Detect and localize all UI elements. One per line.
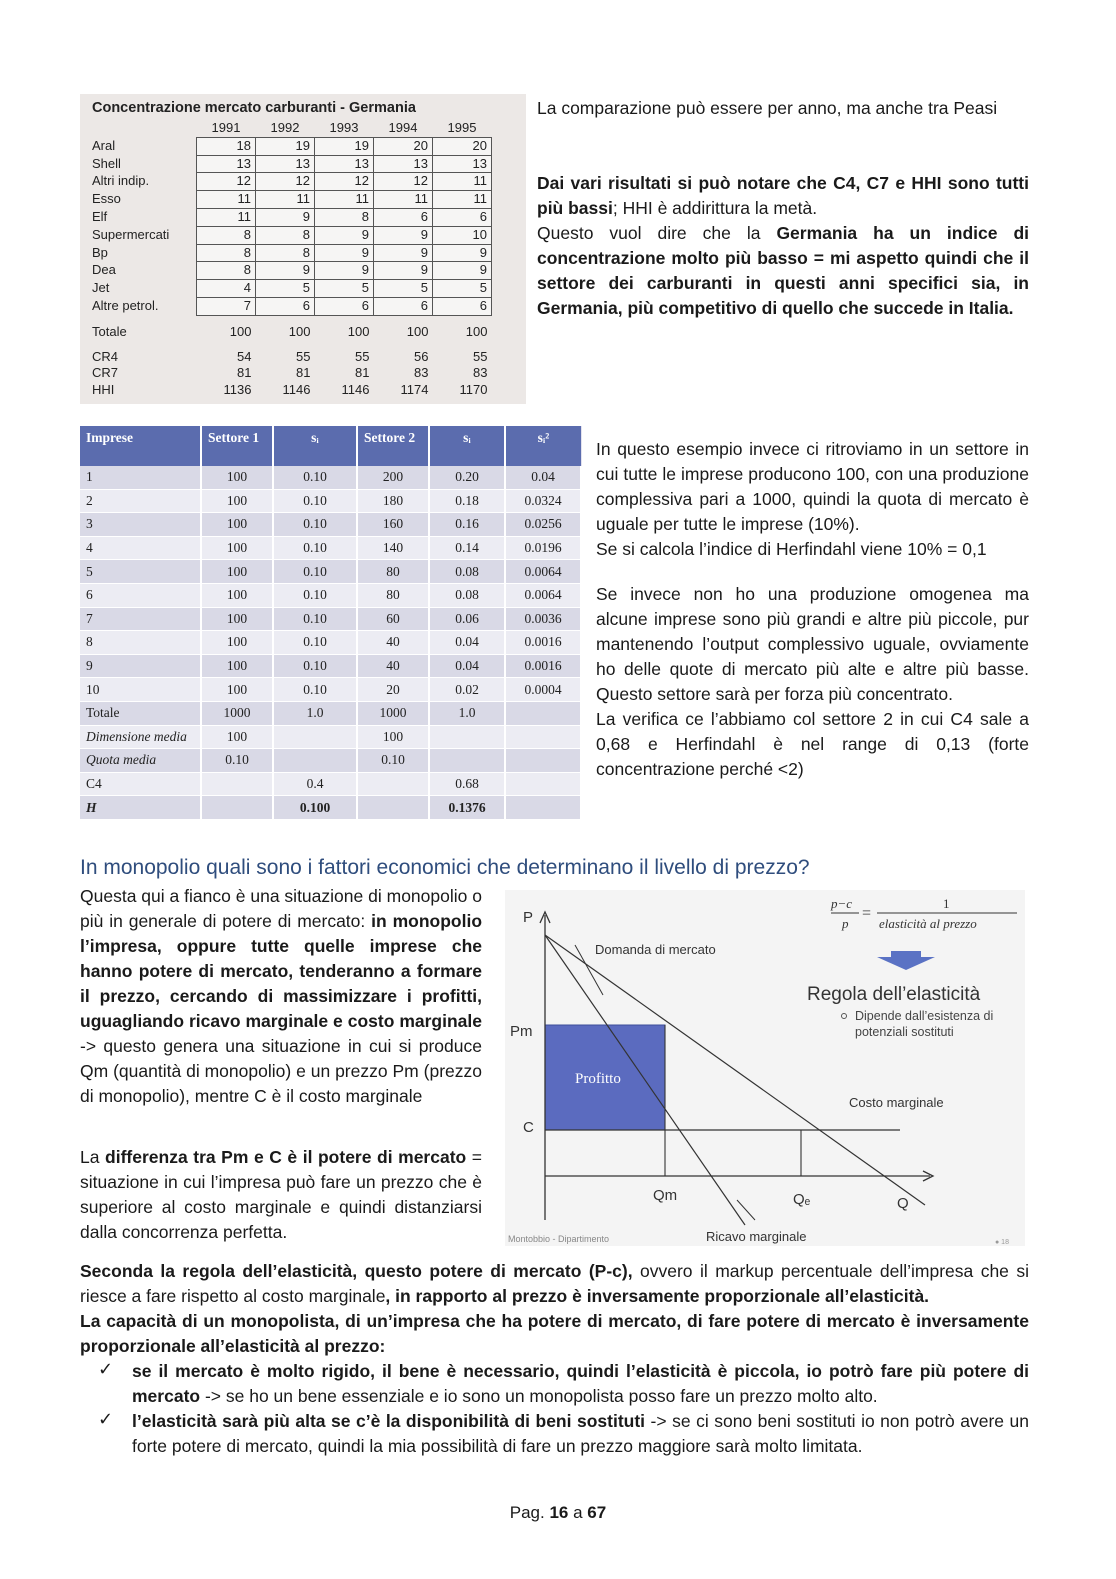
- header-settore1: Settore 1: [201, 426, 273, 466]
- table-row: C4 0.4 0.68: [80, 772, 581, 796]
- page-total: 67: [587, 1503, 607, 1522]
- qm-label: Qm: [653, 1187, 678, 1204]
- bullet-rigid-market: se il mercato è molto rigido, il bene è necessario, quindi l’elasticità è piccola, io potrò fare più potere di mercato -> se ho un bene essenziale e io sono un monopolista posso fare un prezzo molto alto.: [132, 1361, 1029, 1406]
- table-row: Totale 1000 1.0 1000 1.0: [80, 701, 581, 725]
- header-settore2: Settore 2: [357, 426, 429, 466]
- profit-label: Profitto: [575, 1071, 621, 1087]
- market-power-bold: differenza tra Pm e C è il potere di mercato: [105, 1147, 467, 1167]
- table-row: H 0.100 0.1376: [80, 796, 581, 820]
- section-heading: In monopolio quali sono i fattori economici che determinano il livello di prezzo?: [80, 856, 810, 879]
- meaning-prefix: Questo vuol dire che la: [537, 223, 777, 243]
- figure-footer-left: Montobbio - Dipartimento: [508, 1234, 610, 1244]
- table-row: 5 100 0.10 80 0.08 0.0064: [80, 560, 581, 584]
- monopoly-diagram: [505, 890, 1025, 1246]
- rule-sub-2: potenziali sostituti: [855, 1025, 954, 1039]
- table-row: 3 100 0.10 160 0.16 0.0256: [80, 513, 581, 537]
- germany-concentration-table: [80, 94, 526, 404]
- table-row: 7 100 0.10 60 0.06 0.0036: [80, 607, 581, 631]
- results-paragraph: [537, 171, 1029, 321]
- table-row: Quota media 0.10 0.10: [80, 749, 581, 773]
- bullet-substitutes: l’elasticità sarà più alta se c’è la disponibilità di beni sostituti -> se ci sono beni sostituti io non potrò avere un forte potere di mercato, quindi la mia possibilità di fare un prezzo maggiore sarà molto limitata.: [132, 1411, 1030, 1456]
- rule-title: Regola dell’elasticità: [807, 984, 981, 1005]
- table-row: Aral 18 19 19 20 20: [88, 137, 492, 155]
- table-row: Dimensione media 100 100: [80, 725, 581, 749]
- p-axis-label: P: [523, 909, 534, 926]
- header-si-2: sᵢ: [429, 426, 505, 466]
- formula-one: 1: [943, 896, 950, 911]
- germany-table-grid: 1991 1992 1993 1994 1995 Aral 18 19 19 20 20 Shell 13 13 13 13 13 Altri indip. 12 12 12 12 11 Esso 11 11 11 11 11 Elf 11 9 8 6 6 Supermercati 8 8 9 9 10 Bp 8 8 9 9 9 Dea 8 9 9 9 9 Jet 4 5 5 5 5 Altre petrol. 7 6 6 6 6 Totale 100 100 100 100 100 CR4 54 55 55 56 55 CR7 81 81 81 83 83 HHI 1136 1146 1146 1174 1170: [88, 120, 492, 399]
- table-row: Esso 11 11 11 11 11: [88, 191, 492, 209]
- page-footer: Pag. 16 a 67: [509, 1503, 607, 1522]
- monopolist-capacity-text: La capacità di un monopolista, di un’impresa che ha potere di mercato, di fare potere di mercato è inversamente proporzionale all’elasticità al prezzo:: [80, 1311, 1029, 1356]
- summary-row: HHI 1136 1146 1146 1174 1170: [92, 382, 488, 398]
- formula-numerator: p−c: [831, 896, 853, 911]
- verification-text: La verifica ce l’abbiamo col settore 2 in cui C4 sale a 0,68 e Herfindahl è nel range di 0,13 (forte concentrazione perché <2): [596, 709, 1029, 779]
- germany-table-title: Concentrazione mercato carburanti - Germania: [92, 100, 416, 116]
- figure-footer-right: ● 18: [995, 1239, 1009, 1246]
- market-power-paragraph: La differenza tra Pm e C è il potere di mercato = situazione in cui l’impresa può fare un prezzo che è superiore al costo marginale e quindi distanziarsi dalla concorrenza perfetta.: [80, 1147, 483, 1242]
- marginal-cost-label: Costo marginale: [849, 1095, 944, 1110]
- formula-rhs-denominator: elasticità al prezzo: [879, 916, 977, 931]
- table-row: Dea 8 9 9 9 9: [88, 262, 492, 280]
- herfindahl-result: Se si calcola l’indice di Herfindahl viene 10% = 0,1: [596, 539, 987, 559]
- results-rest: ; HHI è addirittura la metà.: [612, 198, 818, 218]
- example-paragraph-1: In questo esempio invece ci ritroviamo in un settore in cui tutte le imprese producono 100, con una produzione complessiva pari a 1000, quindi la quota di mercato è uguale per tutte le imprese (10%). Se si calcola l’indice di Herfindahl viene 10% = 0,1: [596, 439, 1029, 559]
- pm-label: Pm: [510, 1023, 533, 1040]
- table-row: Altre petrol. 7 6 6 6 6: [88, 297, 492, 315]
- comparison-text: La comparazione può essere per anno, ma anche tra Peasi: [537, 98, 998, 118]
- table-row: Bp 8 8 9 9 9: [88, 244, 492, 262]
- q-axis-label: Q: [897, 1195, 909, 1212]
- monopoly-bold: in monopolio l’impresa, oppure tutte quelle imprese che hanno potere di mercato, tenderanno a formare il prezzo, cercando di massimizzare i profitti, uguagliando ricavo marginale e costo marginale: [80, 911, 483, 1031]
- table-row: 8 100 0.10 40 0.04 0.0016: [80, 631, 581, 655]
- marginal-revenue-label: Ricavo marginale: [706, 1229, 807, 1244]
- table-row: Shell 13 13 13 13 13: [88, 155, 492, 173]
- header-si-squared: sᵢ²: [505, 426, 581, 466]
- table-row: 10 100 0.10 20 0.02 0.0004: [80, 678, 581, 702]
- page-number: 16: [549, 1503, 569, 1522]
- table-row: 9 100 0.10 40 0.04 0.0016: [80, 654, 581, 678]
- table-row: 2 100 0.10 180 0.18 0.0324: [80, 489, 581, 513]
- monopoly-paragraph: Questa qui a fianco è una situazione di monopolio o più in generale di potere di mercato: in monopolio l’impresa, oppure tutte quelle imprese che hanno potere di mercato, tenderanno a formare il prezzo, cercando di massimizzare i profitti, uguagliando ricavo marginale e costo marginale -> questo genera una situazione in cui si produce Qm (quantità di monopolio) e un prezzo Pm (prezzo di monopolio), mentre C è il costo marginale: [80, 886, 483, 1106]
- results-bold: Dai vari risultati si può notare che C4, C7 e HHI sono tutti più bassi: [537, 173, 1029, 218]
- elasticity-paragraph: Seconda la regola dell’elasticità, questo potere di mercato (P-c), ovvero il markup percentuale dell’impresa che si riesce a fare rispetto al costo marginale, in rapporto al prezzo è inversamente proporzionale all’elasticità. La capacità di un monopolista, di un’impresa che ha potere di mercato, di fare potere di mercato è inversamente proporzionale all’elasticità al prezzo:: [80, 1261, 1029, 1356]
- example-paragraph-2: Se invece non ho una produzione omogenea ma alcune imprese sono più grandi e altre più piccole, pur mantenendo l’output complessivo uguale, ovviamente ho delle quote di mercato più alte e altre più basse. Questo settore sarà per forza più concentrato. La verifica ce l’abbiamo col settore 2 in cui C4 sale a 0,68 e Herfindahl è nel range di 0,13 (forte concentrazione perché <2): [596, 584, 1029, 779]
- table-row: 6 100 0.10 80 0.08 0.0064: [80, 583, 581, 607]
- table-row: 1 100 0.10 200 0.20 0.04: [80, 466, 581, 489]
- header-si-1: sᵢ: [273, 426, 357, 466]
- check-icon: ✓: [98, 1409, 114, 1429]
- check-icon: ✓: [98, 1359, 114, 1379]
- table-row: 4 100 0.10 140 0.14 0.0196: [80, 536, 581, 560]
- rule-sub-1: Dipende dall’esistenza di: [855, 1009, 994, 1023]
- svg-text:=: =: [862, 905, 872, 922]
- demand-label: Domanda di mercato: [595, 942, 716, 957]
- table-row: Altri indip. 12 12 12 12 11: [88, 173, 492, 191]
- meaning-bold: Germania ha un indice di concentrazione molto più basso = mi aspetto quindi che il settore dei carburanti in questi anni specifici sia, in Germania, più competitivo di quello che succede in Italia.: [537, 223, 1029, 318]
- qe-label: Qₑ: [793, 1191, 811, 1208]
- c-label: C: [523, 1119, 534, 1136]
- summary-row: CR4 54 55 55 56 55: [92, 348, 488, 364]
- header-imprese: Imprese: [80, 426, 201, 466]
- herfindahl-table: [80, 426, 582, 815]
- table-row: Elf 11 9 8 6 6: [88, 208, 492, 226]
- formula-denominator: p: [842, 916, 849, 931]
- total-row: Totale 100 100 100 100 100: [92, 323, 488, 339]
- table-row: Jet 4 5 5 5 5: [88, 280, 492, 298]
- down-arrow-icon: [877, 951, 935, 970]
- table-row: Supermercati 8 8 9 9 10: [88, 226, 492, 244]
- summary-row: CR7 81 81 81 83 83: [92, 365, 488, 381]
